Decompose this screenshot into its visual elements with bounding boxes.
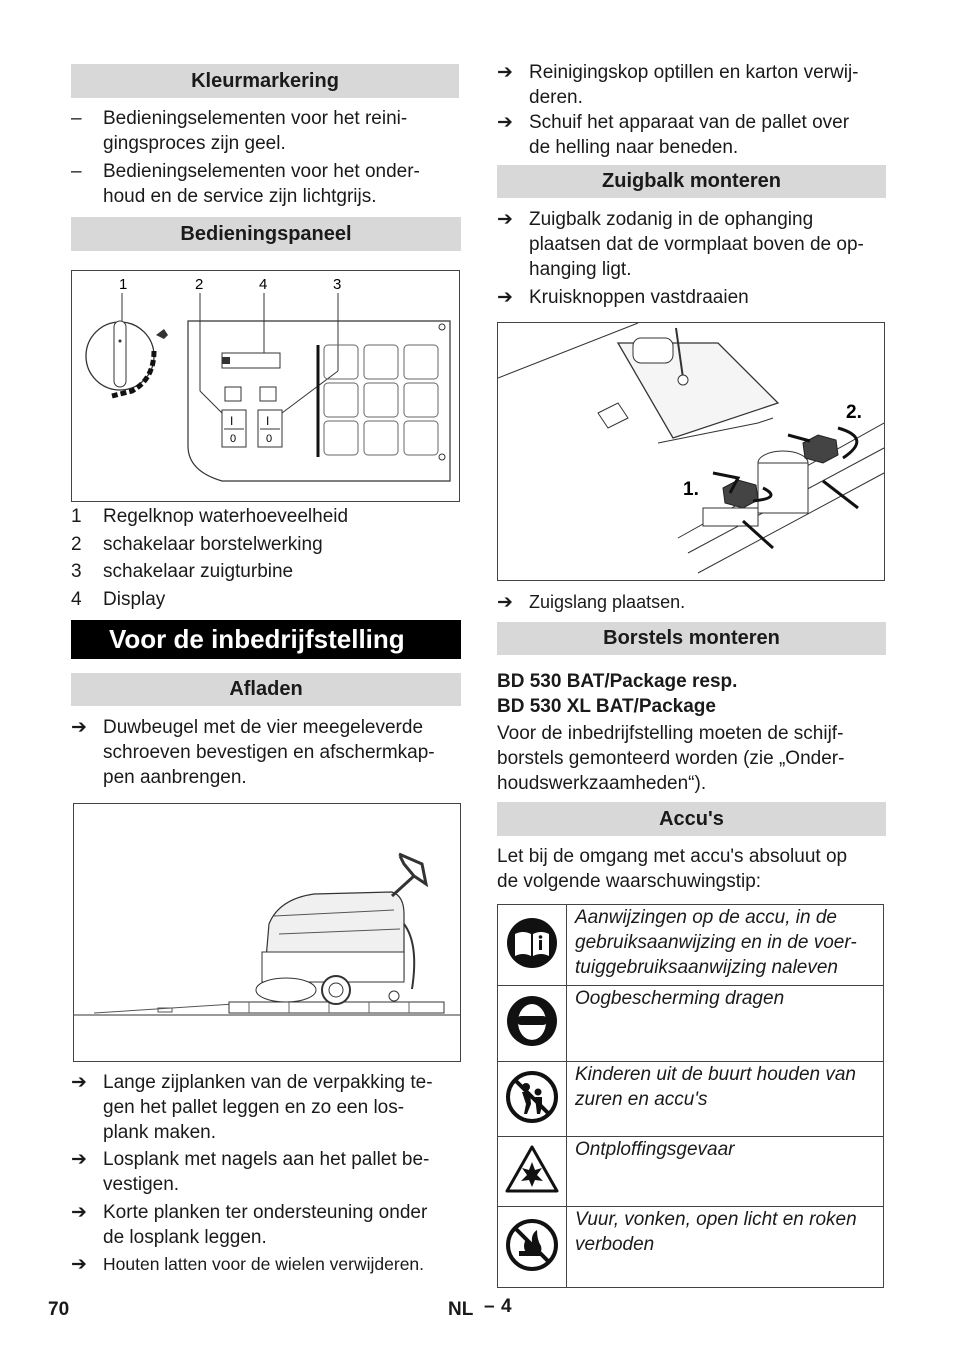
- legend-row: [71, 506, 461, 530]
- list-item-line: gingsproces zijn geel.: [103, 133, 286, 154]
- warning-line: Oogbescherming dragen: [575, 988, 785, 1009]
- warning-icon-cell: [498, 1062, 567, 1137]
- no-fire-smoking-icon: [505, 1218, 559, 1272]
- step-item: [497, 590, 889, 616]
- callout-1: 1: [119, 276, 128, 293]
- squeegee-mounting-figure: [497, 322, 885, 581]
- warning-text: [567, 1207, 884, 1288]
- warning-line: zuren en accu's: [575, 1089, 708, 1110]
- paragraph-line: borstels gemonteerd worden (zie „Onder-: [497, 748, 845, 769]
- step-line: de losplank leggen.: [103, 1227, 267, 1248]
- legend-num: 1: [71, 506, 82, 527]
- heading-borstels-monteren: Borstels monteren: [497, 622, 886, 655]
- legend-num: 2: [71, 534, 82, 555]
- step-line: Zuigslang plaatsen.: [529, 592, 686, 612]
- warning-row: [498, 1062, 884, 1137]
- warning-row: [498, 905, 884, 986]
- page-number: 70: [48, 1299, 70, 1320]
- step-line: deren.: [529, 87, 583, 108]
- step-line: Losplank met nagels aan het pallet be-: [103, 1149, 430, 1170]
- step-line: Korte planken ter ondersteuning onder: [103, 1202, 428, 1223]
- warning-icon-cell: [498, 1137, 567, 1207]
- arrow-icon: ➔: [497, 287, 513, 308]
- step-item: [497, 60, 889, 110]
- legend-text: schakelaar borstelwerking: [103, 534, 323, 555]
- warning-row: [498, 1137, 884, 1207]
- warning-text: [567, 986, 884, 1062]
- arrow-icon: ➔: [71, 1149, 87, 1170]
- explosion-hazard-icon: [505, 1144, 559, 1194]
- warning-row: [498, 1207, 884, 1288]
- legend-num: 3: [71, 561, 82, 582]
- warning-text: [567, 1062, 884, 1137]
- step-item: [71, 1200, 461, 1250]
- step-label-2: 2.: [846, 402, 862, 423]
- legend-row: [71, 534, 461, 558]
- arrow-icon: ➔: [71, 1202, 87, 1223]
- legend-row: [71, 561, 461, 585]
- step-line: gen het pallet leggen en zo een los-: [103, 1097, 405, 1118]
- step-line: pen aanbrengen.: [103, 767, 247, 788]
- paragraph-line: Let bij de omgang met accu's absoluut op: [497, 846, 848, 867]
- arrow-icon: ➔: [497, 112, 513, 133]
- warning-icon-cell: [498, 1207, 567, 1288]
- model-name: BD 530 XL BAT/Package: [497, 696, 716, 717]
- step-line: Kruisknoppen vastdraaien: [529, 287, 749, 308]
- paragraph-line: houdswerkzaamheden“).: [497, 773, 707, 794]
- legend-num: 4: [71, 589, 82, 610]
- list-item: [71, 159, 461, 211]
- step-item: [71, 1252, 463, 1278]
- warning-line: verboden: [575, 1234, 655, 1255]
- list-item: [71, 106, 461, 158]
- warning-line: Ontploffingsgevaar: [575, 1139, 735, 1160]
- keep-children-away-icon: [505, 1070, 559, 1124]
- control-panel-figure: [71, 270, 460, 502]
- warning-line: gebruiksaanwijzing en in de voer-: [575, 932, 857, 953]
- footer-separator: –: [484, 1296, 495, 1317]
- step-item: [71, 715, 461, 791]
- list-item-line: Bedieningselementen voor het onder-: [103, 161, 420, 182]
- warning-text: [567, 1137, 884, 1207]
- warning-line: Aanwijzingen op de accu, in de: [575, 907, 837, 928]
- control-panel-illustration: [72, 271, 459, 501]
- unloading-figure: [73, 803, 461, 1062]
- warning-row: [498, 986, 884, 1062]
- heading-bedieningspaneel: Bedieningspaneel: [71, 217, 461, 251]
- arrow-icon: ➔: [497, 62, 513, 83]
- step-label-1: 1.: [683, 479, 699, 500]
- language-code: NL: [448, 1299, 474, 1320]
- heading-kleurmarkering: Kleurmarkering: [71, 64, 459, 98]
- step-line: Lange zijplanken van de verpakking te-: [103, 1072, 433, 1093]
- callout-2: 2: [195, 276, 204, 293]
- warning-text: [567, 905, 884, 986]
- switch-off-label: 0: [266, 433, 273, 445]
- section-page-number: 4: [501, 1296, 512, 1317]
- step-line: de helling naar beneden.: [529, 137, 739, 158]
- step-line: Zuigbalk zodanig in de ophanging: [529, 209, 814, 230]
- legend-text: schakelaar zuigturbine: [103, 561, 294, 582]
- heading-afladen: Afladen: [71, 673, 461, 706]
- paragraph-line: Voor de inbedrijfstelling moeten de schijf-: [497, 723, 844, 744]
- heading-zuigbalk-monteren: Zuigbalk monteren: [497, 165, 886, 198]
- switch-on-label: I: [230, 414, 234, 428]
- switch-off-label: 0: [230, 433, 237, 445]
- squeegee-illustration: [498, 323, 884, 580]
- step-line: plaatsen dat de vormplaat boven de op-: [529, 234, 864, 255]
- list-item-line: Bedieningselementen voor het reini-: [103, 108, 408, 129]
- step-item: [71, 1070, 461, 1146]
- heading-accus: Accu's: [497, 802, 886, 836]
- step-line: Houten latten voor de wielen verwijderen.: [103, 1254, 425, 1274]
- list-item-line: houd en de service zijn lichtgrijs.: [103, 186, 377, 207]
- dash-marker: –: [71, 161, 82, 182]
- callout-4: 4: [259, 276, 268, 293]
- arrow-icon: ➔: [497, 209, 513, 230]
- step-line: Schuif het apparaat van de pallet over: [529, 112, 850, 133]
- warning-line: tuiggebruiksaanwijzing naleven: [575, 957, 839, 978]
- step-item: [497, 285, 889, 311]
- machine-on-pallet-illustration: [74, 804, 460, 1061]
- step-line: plank maken.: [103, 1122, 217, 1143]
- warning-icon-cell: [498, 905, 567, 986]
- manual-read-icon: [505, 916, 559, 970]
- step-line: vestigen.: [103, 1174, 180, 1195]
- legend-text: Regelknop waterhoeveelheid: [103, 506, 349, 527]
- warning-line: Vuur, vonken, open licht en roken: [575, 1209, 857, 1230]
- legend-text: Display: [103, 589, 166, 610]
- legend-row: [71, 589, 461, 613]
- model-name: BD 530 BAT/Package resp.: [497, 671, 738, 692]
- callout-3: 3: [333, 276, 342, 293]
- arrow-icon: ➔: [71, 717, 87, 738]
- step-item: [497, 207, 889, 283]
- section-title: Voor de inbedrijfstelling: [71, 620, 461, 659]
- switch-on-label: I: [266, 414, 270, 428]
- step-item: [497, 110, 889, 160]
- arrow-icon: ➔: [71, 1072, 87, 1093]
- step-line: Reinigingskop optillen en karton verwij-: [529, 62, 859, 83]
- eye-protection-icon: [505, 994, 559, 1048]
- step-line: Duwbeugel met de vier meegeleverde: [103, 717, 424, 738]
- warning-line: Kinderen uit de buurt houden van: [575, 1064, 856, 1085]
- paragraph-line: de volgende waarschuwingstip:: [497, 871, 762, 892]
- step-line: hanging ligt.: [529, 259, 632, 280]
- step-line: schroeven bevestigen en afschermkap-: [103, 742, 435, 763]
- arrow-icon: ➔: [71, 1254, 87, 1275]
- warning-icon-cell: [498, 986, 567, 1062]
- warning-table: [497, 904, 884, 1288]
- step-item: [71, 1147, 461, 1197]
- dash-marker: –: [71, 108, 82, 129]
- arrow-icon: ➔: [497, 592, 513, 613]
